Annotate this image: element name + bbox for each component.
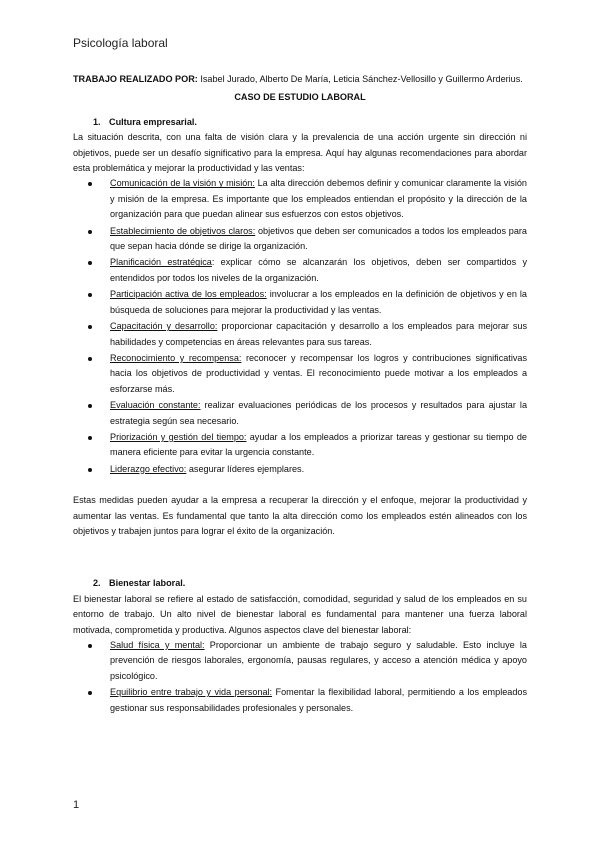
list-item: [110, 176, 527, 222]
section-title: Bienestar laboral.: [109, 578, 186, 589]
list-item-term: Liderazgo efectivo:: [110, 463, 187, 474]
list-item-text: asegurar líderes ejemplares.: [186, 463, 305, 474]
bullet-icon: [88, 357, 92, 361]
page-number: 1: [73, 799, 80, 811]
list-item-text: proporcionar capacitación y desarrollo a los empleados para mejorar sus habilidades y competencias en áreas relevantes para sus tareas.: [110, 321, 527, 347]
authors-names: Isabel Jurado, Alberto De María, Leticia Sánchez-Vellosillo y Guillermo Arderius.: [197, 74, 523, 84]
bullet-icon: [88, 293, 92, 297]
bullet-icon: [88, 325, 92, 329]
list-item: [110, 638, 527, 684]
list-item-term: Salud física y mental:: [110, 640, 205, 650]
list-item-term: Establecimiento de objetivos claros:: [110, 225, 256, 236]
list-item: [110, 462, 527, 477]
list-item: [110, 351, 527, 397]
list-item-text: realizar evaluaciones periódicas de los procesos y resultados para ajustar la estrategia según sea necesario.: [110, 400, 528, 426]
section-heading-1: [93, 115, 527, 130]
list-item: [110, 685, 527, 716]
wellbeing-list: [73, 638, 527, 716]
document-body: [73, 72, 527, 717]
list-item-term: Equilibrio entre trabajo y vida personal:: [110, 687, 273, 698]
bullet-icon: [88, 230, 92, 234]
list-item-text: La alta dirección debemos definir y comunicar claramente la visión y misión de la empresa. Es importante que los empleados entiendan el propósito y la dirección de la organización para que puedan alinear sus esfuerzos con estos objetivos.: [110, 178, 527, 220]
list-item: [110, 319, 527, 350]
list-item-text: : explicar cómo se alcanzarán los objetivos, deben ser compartidos y entendidos por todos los niveles de la organización.: [110, 257, 527, 283]
section-heading-2: [93, 576, 527, 591]
list-item-term: Planificación estratégica: [110, 257, 212, 268]
page-header: Psicología laboral: [73, 36, 168, 50]
list-item: [110, 398, 527, 429]
authors-line: [73, 72, 527, 87]
list-item: [110, 224, 527, 255]
list-item-term: Comunicación de la visión y misión:: [110, 178, 255, 189]
list-item: [110, 287, 527, 318]
section-title: Cultura empresarial.: [109, 116, 197, 127]
bullet-icon: [88, 468, 92, 472]
case-title: CASO DE ESTUDIO LABORAL: [234, 92, 366, 103]
list-item-term: Priorización y gestión del tiempo:: [110, 431, 247, 442]
list-item-text: objetivos que deben ser comunicados a todos los empleados para que sepan hacia dónde se dirige la organización.: [110, 225, 527, 252]
bullet-icon: [88, 436, 92, 440]
section-intro: El bienestar laboral se refiere al estado de satisfacción, comodidad, seguridad y salud de los empleados en su entorno de trabajo. Un alto nivel de bienestar laboral es fundamental para mantener una fuerza laboral motivada, comprometida y productiva. Algunos aspectos clave del bienestar laboral:: [73, 593, 527, 635]
list-item-term: Capacitación y desarrollo:: [110, 321, 218, 332]
bullet-icon: [88, 261, 92, 265]
section-number: 2.: [93, 578, 101, 589]
bullet-icon: [88, 404, 92, 408]
list-item-text: Fomentar la flexibilidad laboral, permitiendo a los empleados gestionar sus responsabilidades profesionales y personales.: [110, 687, 527, 713]
list-item-text: reconocer y recompensar los logros y contribuciones significativas hacia los objetivos de productividad y ventas. El reconocimiento puede motivar a los empleados a esforzarse más.: [110, 352, 527, 394]
section-number: 1.: [93, 116, 101, 127]
bullet-icon: [88, 644, 92, 648]
list-item: [110, 430, 527, 461]
list-item: [110, 255, 527, 286]
list-item-text: involucrar a los empleados en la definición de objetivos y en la búsqueda de soluciones para mejorar la productividad y las ventas.: [110, 289, 527, 315]
bullet-icon: [88, 182, 92, 186]
bullet-icon: [88, 691, 92, 695]
section-intro: La situación descrita, con una falta de visión clara y la prevalencia de una acción urgente sin dirección ni objetivos, puede ser un desafío significativo para la empresa. Aquí hay algunas recomendaciones para abordar esta problemática y mejorar la productividad y las ventas:: [73, 132, 527, 174]
section-closing: Estas medidas pueden ayudar a la empresa a recuperar la dirección y el enfoque, mejorar la productividad y aumentar las ventas. Es fundamental que tanto la alta dirección como los empleados estén alineados con los objetivos y trabajen juntos para lograr el éxito de la organización.: [73, 495, 527, 536]
list-item-term: Participación activa de los empleados:: [110, 289, 267, 300]
list-item-text: Proporcionar un ambiente de trabajo seguro y saludable. Esto incluye la prevención de riesgos laborales, ergonomía, pausas regulares, y acceso a atención médica y apoyo psicológico.: [110, 640, 527, 681]
list-item-term: Evaluación constante:: [110, 400, 201, 411]
list-item-term: Reconocimiento y recompensa:: [110, 352, 242, 363]
authors-label: TRABAJO REALIZADO POR:: [73, 74, 198, 84]
recommendations-list: [73, 176, 527, 477]
list-item-text: ayudar a los empleados a priorizar tareas y gestionar su tiempo de manera eficiente para evitar la urgencia constante.: [110, 431, 527, 458]
